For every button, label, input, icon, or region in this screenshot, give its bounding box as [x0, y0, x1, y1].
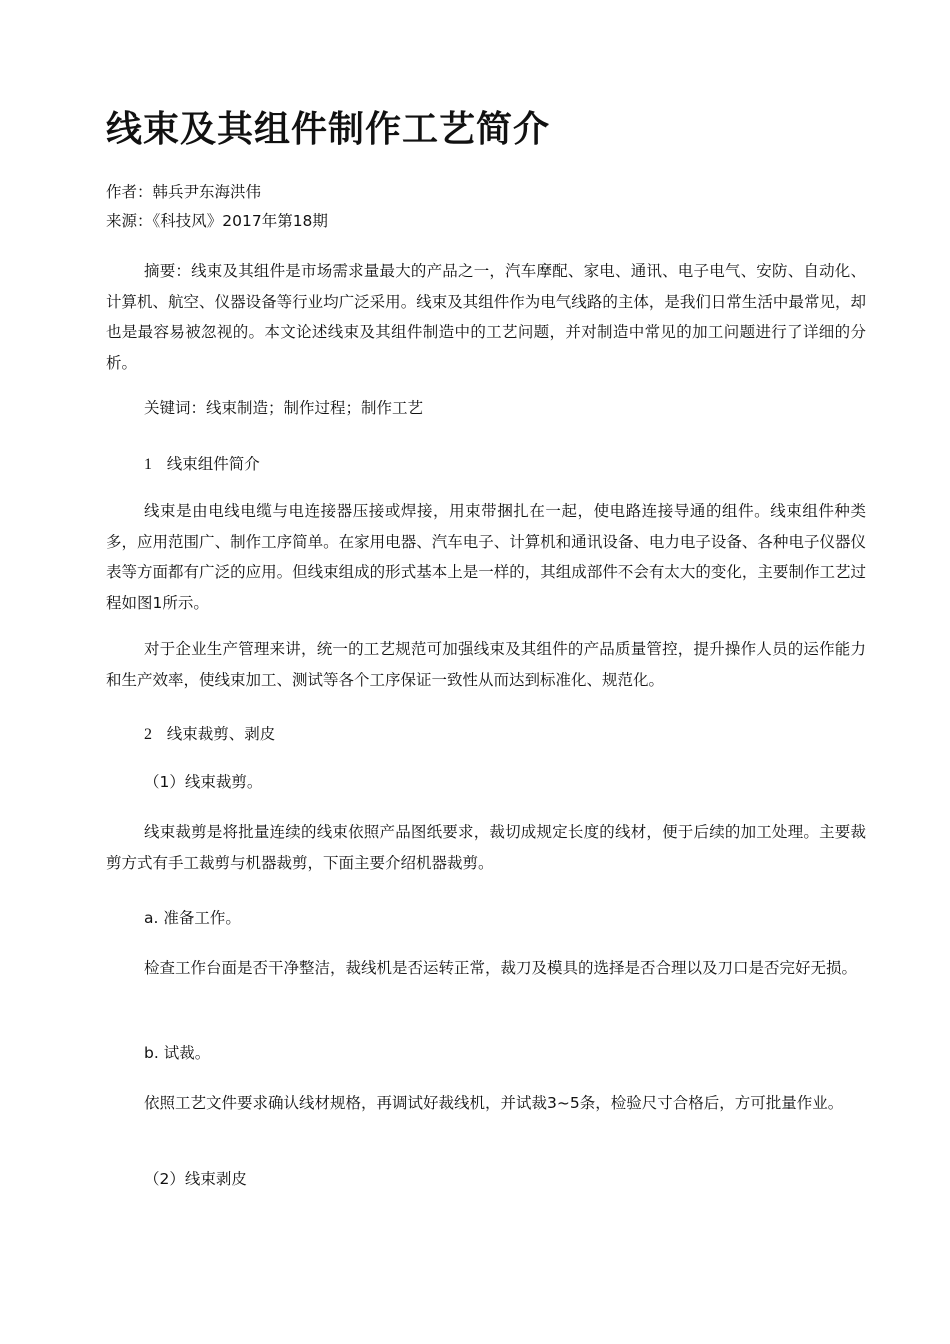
step-a-paragraph: 检查工作台面是否干净整洁，裁线机是否运转正常，裁刀及模具的选择是否合理以及刀口是否完好无损。: [144, 959, 858, 977]
subsection-1-heading: （1）线束裁剪。: [144, 773, 263, 791]
section-2-number: 2: [144, 726, 152, 743]
step-a-heading: a. 准备工作。: [144, 909, 241, 927]
article-title: 线束及其组件制作工艺简介: [106, 109, 551, 150]
author-line: 作者：韩兵尹东海洪伟: [106, 183, 262, 201]
subsection-1-paragraph: 线束裁剪是将批量连续的线束依照产品图纸要求，裁切成规定长度的线材，便于后续的加工处理。主要裁剪方式有手工裁剪与机器裁剪，下面主要介绍机器裁剪。: [106, 823, 866, 872]
step-b-heading: b. 试裁。: [144, 1044, 211, 1062]
keywords-line: 关键词：线束制造；制作过程；制作工艺: [144, 399, 424, 417]
abstract-paragraph: 摘要：线束及其组件是市场需求量最大的产品之一，汽车摩配、家电、通讯、电子电气、安防、自动化、计算机、航空、仪器设备等行业均广泛采用。线束及其组件作为电气线路的主体，是我们日常生活中最常见，却也是最容易被忽视的。本文论述线束及其组件制造中的工艺问题，并对制造中常见的加工问题进行了详细的分析。: [106, 262, 866, 372]
section-1-paragraph-2: 对于企业生产管理来讲，统一的工艺规范可加强线束及其组件的产品质量管控，提升操作人员的运作能力和生产效率，使线束加工、测试等各个工序保证一致性从而达到标准化、规范化。: [106, 640, 866, 689]
step-b-paragraph: 依照工艺文件要求确认线材规格，再调试好裁线机，并试裁3~5条，检验尺寸合格后，方可批量作业。: [144, 1094, 844, 1112]
section-2-heading: [144, 719, 275, 750]
section-1-paragraph-1: 线束是由电线电缆与电连接器压接或焊接，用束带捆扎在一起，使电路连接导通的组件。线束组件种类多，应用范围广、制作工序简单。在家用电器、汽车电子、计算机和通讯设备、电力电子设备、各种电子仪器仪表等方面都有广泛的应用。但线束组成的形式基本上是一样的，其组成部件不会有太大的变化，主要制作工艺过程如图1所示。: [106, 502, 866, 612]
source-line: 来源：《科技风》2017年第18期: [106, 212, 328, 230]
section-2-title: 线束裁剪、剥皮: [166, 725, 276, 743]
subsection-2-heading: （2）线束剥皮: [144, 1170, 247, 1188]
section-1-number: 1: [144, 456, 152, 473]
section-1-heading: [144, 449, 260, 480]
section-1-title: 线束组件简介: [166, 455, 260, 473]
